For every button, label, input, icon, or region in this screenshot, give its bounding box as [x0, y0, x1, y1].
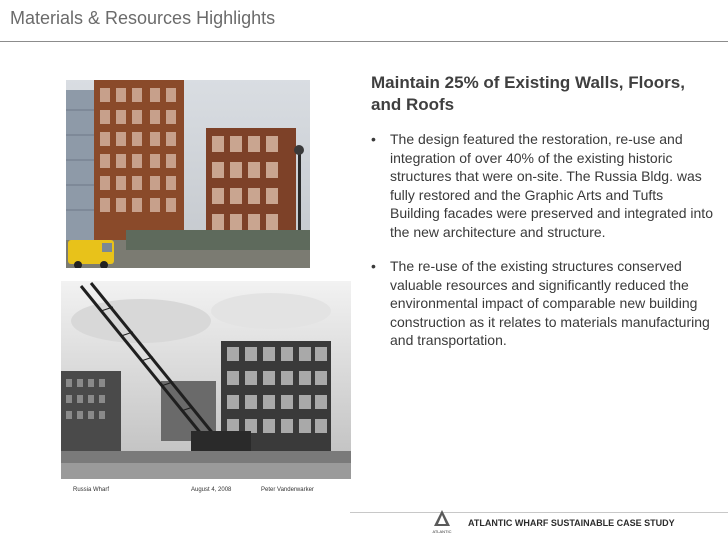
slide-title: Materials & Resources Highlights [10, 8, 276, 28]
bullet-marker: • [371, 258, 376, 274]
caption-date: August 4, 2008 [191, 487, 232, 493]
bullet-text: The re-use of the existing structures conserved valuable resources and significantly reduced the environmental impact of comparable new building construction as it relates to materials manufacturing and transportation. [390, 258, 710, 348]
bullet-item [371, 130, 716, 241]
bullet-marker: • [371, 131, 376, 147]
construction-photo-bw-image [61, 281, 351, 479]
bullet-text: The design featured the restoration, re-use and integration of over 40% of the existing historic structures that were on-site. The Russia Bldg. was fully restored and the Graphic Arts and Tufts Building facades were preserved and integrated into the new architecture and structure. [390, 131, 713, 240]
photo-caption [61, 479, 351, 501]
title-divider [0, 41, 728, 42]
caption-location: Russia Wharf [73, 487, 110, 493]
slide-content [371, 72, 716, 366]
logo-text: ATLANTIC [432, 529, 452, 534]
section-heading: Maintain 25% of Existing Walls, Floors, and Roofs [371, 73, 685, 114]
atlantic-logo-icon [430, 508, 454, 536]
construction-photo-color [66, 80, 310, 268]
footer-text: ATLANTIC WHARF SUSTAINABLE CASE STUDY [468, 518, 675, 528]
construction-photo-bw [61, 281, 351, 501]
caption-author: Peter Vanderwarker [261, 487, 314, 493]
footer-divider [350, 512, 728, 513]
bullet-item [371, 257, 716, 350]
construction-photo-color-image [66, 80, 310, 268]
